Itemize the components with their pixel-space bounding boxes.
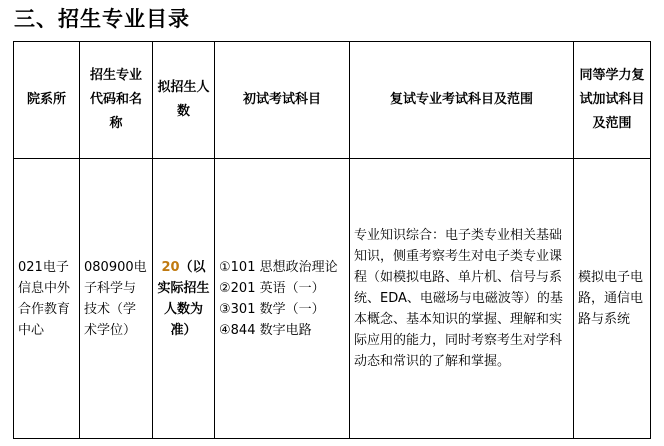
quota-note: （以实际招生人数为准） xyxy=(157,259,210,338)
header-dept: 院系所 xyxy=(14,42,80,159)
initial-subject-2: ②201 英语（一） xyxy=(219,280,325,296)
cell-quota xyxy=(153,159,215,439)
cell-dept: 021电子信息中外合作教育中心 xyxy=(14,159,80,439)
header-retest-exam: 复试专业考试科目及范围 xyxy=(350,42,574,159)
initial-subject-3: ③301 数学（一） xyxy=(219,301,325,317)
initial-subject-4: ④844 数字电路 xyxy=(219,322,312,338)
header-quota: 拟招生人数 xyxy=(153,42,215,159)
header-equivalent-exam: 同等学力复试加试科目及范围 xyxy=(574,42,651,159)
cell-initial-exam xyxy=(215,159,350,439)
header-major: 招生专业代码和名称 xyxy=(80,42,153,159)
cell-equivalent-exam: 模拟电子电路，通信电路与系统 xyxy=(574,159,651,439)
table-row xyxy=(14,159,651,439)
catalog-table xyxy=(13,41,651,439)
header-initial-exam: 初试考试科目 xyxy=(215,42,350,159)
page-title: 三、招生专业目录 xyxy=(14,7,190,31)
cell-retest-exam: 专业知识综合：电子类专业相关基础知识，侧重考察考生对电子类专业课程（如模拟电路、单片机、信号与系统、EDA、电磁场与电磁波等）的基本概念、基本知识的掌握、理解和实际应用的能力，同时考察考生对学科动态和常识的了解和掌握。 xyxy=(350,159,574,439)
initial-subject-1: ①101 思想政治理论 xyxy=(219,259,338,275)
table-header-row xyxy=(14,42,651,159)
cell-major: 080900电子科学与技术（学术学位） xyxy=(80,159,153,439)
quota-number: 20 xyxy=(161,259,180,275)
